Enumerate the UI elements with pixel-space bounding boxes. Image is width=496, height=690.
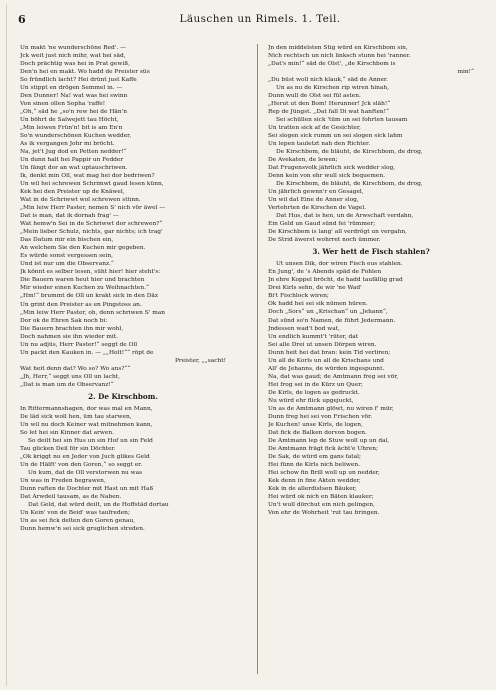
text-line: So deilt hei sin Hus un sin Hof un sin Feld [28,437,153,444]
text-line: Un endlich kummt't 'rüter, dat [268,333,359,340]
text-line: Un stippt en drögen Semmel in. — [20,85,123,92]
text-line: Un as sei fick delten den Goren genau, [20,517,136,524]
text-line: Jn den middelsten Stig würd en Kirschbom sin, [268,45,408,51]
text-line: Ik, denkt min Oll, wat mag hei dor bedriwen? [20,173,155,180]
text-line: Un fängt dor an wat uptauschriwen. [20,165,128,172]
text-line: Jndessen wad't bod wat, [268,325,340,332]
text-line: Hei schow fin Brill woll up un nedder, [268,469,380,476]
text-line: De Amtmann lep de Stuw woll up un dal, [268,437,390,444]
text-line: Bi't Fischlock wiren; [268,293,329,300]
text-line: „Oh,“ säd he „so'n rew hei de Hän'n [20,109,128,116]
text-line: Na, dat was gaud; de Amtmann freg sei vör, [268,373,399,380]
left-column [20,44,226,533]
text-line: Un wil nu doch Keiner wat mitnehmen kann, [20,421,153,428]
text-line: Un dunn halt hei Pappir un Fedder [20,157,124,164]
text-line: De Kirls, de logen as gedruckt. [268,389,360,396]
text-line: Den'n hei en makt. Wo hadd de Preister süs [20,69,150,76]
text-line: „Min leiw Herr Paster, oh, denn schriwen S' man [20,309,165,316]
text-line: De läd sick woll hen, üm tau starwen, [20,413,132,420]
text-line: Dat Hus, dat is hen, un de Arwschaft verdahn, [276,213,414,220]
text-line: Un nu adjüs, Herr Paster!“ seggt de Oll [20,341,138,348]
text-line: Un wil hei schrewen Schrimwt gaud lesen künn, [20,181,164,188]
text-line: Jck weit just nich mihr, wat hei säd, [20,53,126,60]
text-line: „Dat is man um de Observanz!“ [20,381,114,388]
text-line: Kek in de allerdistsen Bäuker, [268,485,357,492]
text-line: Den Dunner! Na! wat was hei swinn [20,93,128,100]
text-line: Sei alle Drei ut unsen Dörpen wiren. [268,341,377,348]
text-line: Ein Geld un Gaud sünd fei 'rümmer; [268,221,376,228]
text-line: Un was in Freden begrawen, [20,477,106,484]
text-line: Dat fick de Balken dorvon bogen. [268,429,367,436]
text-line: „Ok kriggt nu en Jeder von Juch glikes Geld [20,453,150,460]
text-line: Die Bauern waren heut hier und brachten [20,277,145,284]
text-line: Dunn raften de Dochter mit Hast un mit Haß [20,485,154,492]
text-line: Un böhrt de Salwejett tau Höcht, [20,117,119,124]
text-line: Tau glicken Deil för sin Döchter. [20,445,116,452]
text-line: Ut unsen Dik, dor wiren Fisch eus stahlen. [276,261,403,268]
text-line: In Rittermannshagen, dor was mal en Mann, [20,405,153,412]
text-line: Jk könnt es selber lesen, süht hier! hier steht's: [20,269,161,276]
text-line: Wat in de Schriwwt wol schrewen stünn. [20,197,141,204]
text-line: De Sak, de würd em gans fatal; [268,453,361,460]
text-line: Dor ok de Ehren Sak noch bi: [20,317,108,324]
running-head: Läuschen un Rimels. 1. Teil. [179,13,341,25]
text-line: Jn ehre Koppel bröcht, de hadd taufällig grad [268,277,403,284]
page-number: 6 [18,12,26,26]
text-line: Un tratten sick af de Gesichter, [268,125,361,132]
text-line: „Mein lieber Schulz, nichts, gar nichts; ich trag' [20,229,163,236]
text-line: Und ist nur um die Observanz.“ [20,261,114,268]
text-line: Dat Frugensvolk jährlich sick wedder slog, [268,165,396,172]
text-line: Kek denn in fine Akten wedder, [268,477,361,484]
text-line: Na, jet't Jug dod en Petten nedder!“ [20,149,127,156]
text-line: En Jung', de 's Abends späd de Fohlen [268,269,382,276]
text-line: Dunn heit hei dat bran: kein Tid verliren; [268,349,391,356]
text-line: As ik vergangen Johr mi bröcht. [20,141,115,148]
text-line: „Jh, Herr,“ seggt uns Oll un lacht, [20,373,120,380]
page-header [18,9,482,29]
text-line: Sei slogen sick rumm un sei slogen sick lahm [268,133,403,140]
text-line: Wat heit denn dat? Wo so? Wo ans?““ [20,365,131,372]
text-line: Un jährlich gewnn'r en Gesagel, [268,189,364,196]
text-line: Un de Hälft' von den Goren,“ so seggt er. [20,461,143,468]
text-line: Sei schüllen sick 'tüm un sei fohrten tausam [276,117,408,124]
text-line: Dat Geld, dat würd deilt, un de Hoffstäd dortau [28,501,169,508]
text-line: Nu würd ehr flick upgejuckt, [268,397,354,404]
text-line: Dat is man, dat ik dornah frag' — [20,213,119,220]
text-line: Wat hemw'n Sei in de Schriwwt dor schrewen?“ [20,221,163,228]
right-column [268,44,474,517]
text-line: De Strid äwerst wohrret noch ümmer. [268,237,381,244]
text-line: Preister, „„sacht! [175,357,226,364]
text-line: Un makt 'ne wunderschöne Red'. — [20,45,126,51]
text-line: Hei frog sei in de Kürz un Quer; [268,381,363,388]
text-line: Un as nu de Kirschen rip wiren hinah, [276,85,389,92]
text-line: Un packt den Kauken in. — „„Holt!““ röpt de [20,349,154,356]
column-divider [257,44,258,674]
text-line: An welchem Sie den Kuchen mir gegeben. [20,245,146,252]
text-line: Doch „Sors“ un „Krischan“ un „Jehann“, [268,309,388,316]
text-line: De Kirschbom is lang' all verdrögt un vergahn, [268,229,407,236]
text-line: Ok hadd hei sei sik nümen hüren. [268,301,368,308]
text-line: „Du büst woll nich klauk,“ säd de Anner. [268,77,388,84]
text-line: Dat sünd so'n Namen, de führt Jedermann. [268,317,396,324]
text-line: Doch prächtig was hei in Prat gewiß, [20,61,130,68]
text-line: Un kum, dat de Oll verstorwen nu was [28,469,143,476]
text-line: „Dat's min!“ säd de Olst', „de Kirschbom is [268,61,396,68]
text-line: Dunn freg hei sei von Frischen vör. [268,413,373,420]
text-line: Die Bauern brachten ihn mir wohl, [20,325,124,332]
text-line: De Kirschbom, de bläuht, de Kirschbom, de drog, [276,149,423,156]
text-line: Von ehr de Wohrheit 'rut tau bringen. [268,509,380,516]
text-line: Un't wull dörchut ein nich gelingen, [268,501,375,508]
text-line: „Herut ut den Bom! Herunner! Jck släh!“ [268,101,391,108]
text-line: Doch nahmen sie ihn wieder mit. [20,333,118,340]
text-line: De Avekaten, de lewen; [268,157,338,164]
text-line: Un as de Amtmann glöwt, nu wiren f' mür, [268,405,394,412]
poem-heading: 2. De Kirschbom. [88,391,158,401]
text-line: Das Datum mir ein bischen ein, [20,237,114,244]
text-line: Nich rechtsch un nich linksch stunn hei 'ranner. [268,53,411,60]
text-line: „Min leiwen Frün'n! bit is am En'n [20,125,123,132]
text-line: Hei würd ok nich en Bäten klauker; [268,493,374,500]
text-line: Un wil dat Eine de Anner slog, [268,197,359,204]
text-line: Hei fünn de Kirls nich beliwen. [268,461,360,468]
text-line: Kek hei den Preister up de Knäwel, [20,189,125,196]
text-line: Drei Kirls sehn, de wir 'ne Wad' [268,285,362,292]
text-line: Dunn wull de Olst sei fül asten. [268,93,361,100]
text-line: All' de Jehanns, de würden ingespunnt. [268,365,385,372]
text-line: „Min leiw Herr Paster, nemen S' nich vör äwel — [20,205,166,212]
text-line: So'n wunderschönen Kuchen wedder, [20,133,132,140]
text-line: Vertehrten de Kirschen de Vagel. [268,205,367,212]
text-line: Von sinen ollen Sopha 'raffe! [20,101,106,108]
text-line: Je Kuchen! unse Kirls, de logen, [268,421,363,428]
text-line: Es würde sonst vergessen sein, [20,253,114,260]
text-line: So let hei sin Kinner dat arwen. [20,429,115,436]
text-line: De Kirschbom, de bläuht, de Kirschbom, de drog, [276,181,423,188]
text-line: Denn kein von ehr wull sick bequemen. [268,173,386,180]
text-line: De Amtmann frägt fick ächt'e Uhren; [268,445,378,452]
text-line: min!“ [457,69,474,76]
text-line: Dunn hemw'n sei sick gruglichen streden. [20,525,145,532]
text-line: Un all de Korls un all de Krischans und [268,357,384,364]
text-line: Mir wieder einen Kuchen zu Weihnachten.“ [20,285,149,292]
text-line: Rep de Jüngst. „Dat fall Di wat hanften!“ [268,109,390,116]
text-line: „Hm!“ brummt de Oll un krakt sick in den Däz [20,293,158,300]
text-line: Un Kein' von de Beid' was taufreden; [20,509,130,516]
text-line: Un lepen tauletzt nah den Richter. [268,141,371,148]
text-line: So fründlich lacht? Hei drünt just Kaffe [20,77,137,84]
text-line: Dat Arwdeil tausam, as de Naben. [20,493,122,500]
poem-heading: 3. Wer hett de Fisch stahlen? [312,247,430,257]
text-line: Un grint den Preister as en Pingstoss an. [20,301,142,308]
